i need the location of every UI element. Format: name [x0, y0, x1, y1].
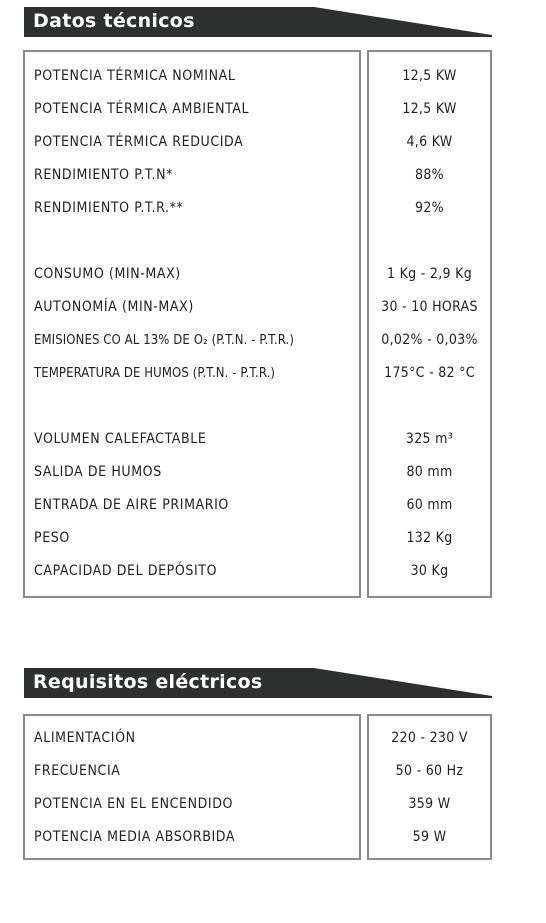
table-row-value: 30 - 10 HORAS — [381, 299, 478, 315]
table-row-label: POTENCIA TÉRMICA AMBIENTAL — [34, 101, 250, 117]
table-row-value: 175°C - 82 °C — [384, 365, 475, 381]
table-row-value: 132 Kg — [406, 530, 453, 546]
electrical-labels-box — [23, 714, 361, 860]
table-row-label: ALIMENTACIÓN — [34, 730, 136, 746]
table-row-label: CONSUMO (MIN-MAX) — [34, 266, 181, 282]
table-row-label: SALIDA DE HUMOS — [34, 464, 162, 480]
table-row-label: ENTRADA DE AIRE PRIMARIO — [34, 497, 229, 513]
table-row-value: 12,5 KW — [402, 68, 457, 84]
technical-values-box — [367, 50, 492, 598]
table-row-value: 12,5 KW — [402, 101, 457, 117]
table-row-value: 325 m³ — [405, 431, 454, 447]
table-row-label: VOLUMEN CALEFACTABLE — [34, 431, 207, 447]
table-row-label: RENDIMIENTO P.T.R.** — [34, 200, 184, 216]
table-row-value: 88% — [415, 167, 444, 183]
table-row-value: 4,6 KW — [406, 134, 453, 150]
table-row-value: 0,02% - 0,03% — [381, 332, 478, 348]
technical-labels-box — [23, 50, 361, 598]
electrical-values-box — [367, 714, 492, 860]
table-row-value: 30 Kg — [410, 563, 449, 579]
table-row-label: POTENCIA EN EL ENCENDIDO — [34, 796, 234, 812]
electrical-header — [24, 668, 492, 698]
table-row-label: POTENCIA TÉRMICA NOMINAL — [34, 68, 236, 84]
table-row-label: AUTONOMÍA (MIN-MAX) — [34, 299, 194, 315]
table-row-value: 59 W — [412, 829, 447, 845]
technical-header — [24, 7, 492, 37]
table-row-value: 359 W — [408, 796, 451, 812]
table-row-label: POTENCIA MEDIA ABSORBIDA — [34, 829, 236, 845]
table-row-label: CAPACIDAD DEL DEPÓSITO — [34, 563, 218, 579]
table-row-value: 50 - 60 Hz — [395, 763, 464, 779]
table-row-label: EMISIONES CO AL 13% DE O₂ (P.T.N. - P.T.R.) — [34, 333, 295, 348]
table-row-label: POTENCIA TÉRMICA REDUCIDA — [34, 134, 244, 150]
table-row-label: TEMPERATURA DE HUMOS (P.T.N. - P.T.R.) — [34, 366, 276, 381]
table-row-value: 80 mm — [406, 464, 453, 480]
technical-title: Datos técnicos — [33, 10, 195, 32]
table-row-value: 92% — [415, 200, 444, 216]
table-row-label: RENDIMIENTO P.T.N* — [34, 167, 174, 183]
table-row-label: PESO — [34, 530, 70, 546]
table-row-value: 60 mm — [406, 497, 453, 513]
table-row-value: 220 - 230 V — [391, 730, 468, 746]
table-row-label: FRECUENCIA — [34, 763, 121, 779]
electrical-title: Requisitos eléctricos — [33, 671, 263, 693]
table-row-value: 1 Kg - 2,9 Kg — [387, 266, 472, 282]
